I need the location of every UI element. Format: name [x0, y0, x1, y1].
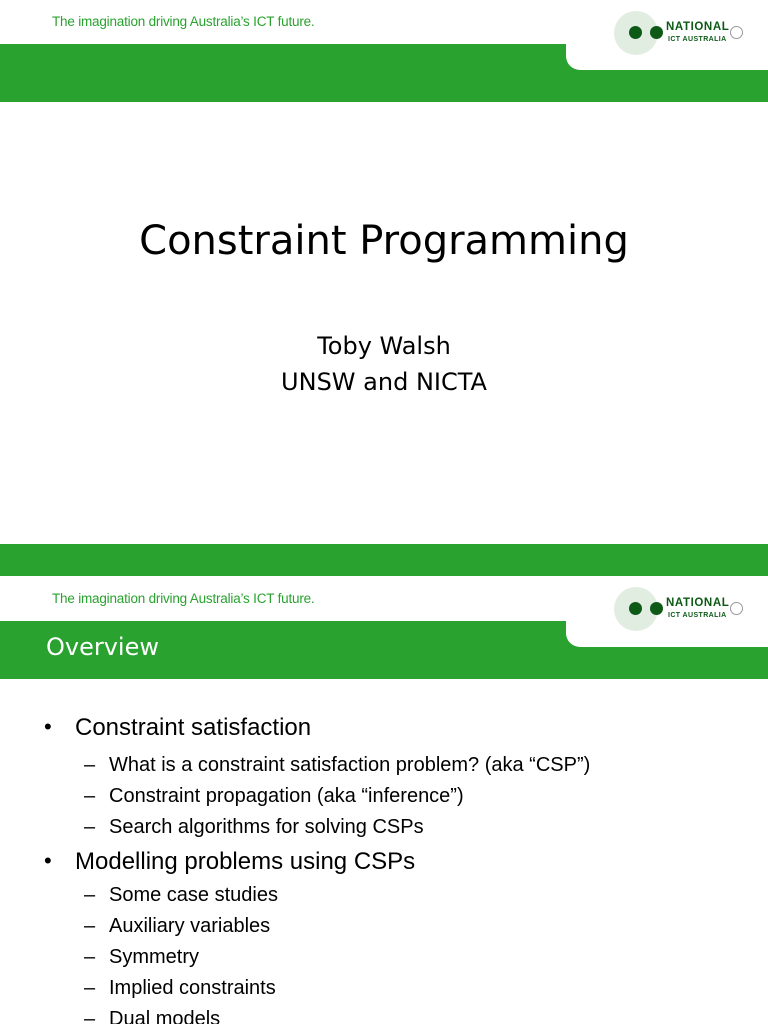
- logo-text-line2: ICT AUSTRALIA: [668, 612, 727, 619]
- logo-dot: [629, 602, 642, 615]
- slide-title: Constraint Programming: [139, 218, 629, 264]
- dash-glyph: –: [84, 884, 96, 906]
- logo-text-line1: NATIONAL: [666, 21, 730, 33]
- bullet-glyph: •: [44, 848, 52, 873]
- nicta-logo: [614, 11, 744, 55]
- tagline: The imagination driving Australia’s ICT future.: [52, 14, 315, 29]
- dash-glyph: –: [84, 946, 96, 968]
- dash-glyph: –: [84, 816, 96, 838]
- list-item-text: Modelling problems using CSPs: [75, 848, 416, 875]
- logo-ring: [730, 602, 743, 615]
- overview-slide: [0, 576, 768, 1024]
- logo-ring: [730, 26, 743, 39]
- nicta-logo: [614, 587, 744, 631]
- bullet-glyph: •: [44, 714, 52, 739]
- logo-dot: [650, 26, 663, 39]
- dash-glyph: –: [84, 977, 96, 999]
- logo-text-line2: ICT AUSTRALIA: [668, 36, 727, 43]
- list-item-text: Implied constraints: [109, 977, 276, 999]
- footer-band: [0, 544, 768, 576]
- list-item-text: What is a constraint satisfaction problem? (aka “CSP”): [109, 754, 591, 776]
- list-item-text: Constraint propagation (aka “inference”): [109, 785, 464, 807]
- list-item-text: Auxiliary variables: [109, 915, 271, 937]
- slide-title: Overview: [46, 633, 159, 661]
- dash-glyph: –: [84, 1008, 96, 1024]
- logo-text-line1: NATIONAL: [666, 597, 730, 609]
- list-item-text: Dual models: [109, 1008, 221, 1024]
- dash-glyph: –: [84, 754, 96, 776]
- author-affiliation: UNSW and NICTA: [281, 368, 487, 396]
- list-item-text: Some case studies: [109, 884, 278, 906]
- list-item-text: Constraint satisfaction: [75, 714, 312, 741]
- list-item-text: Search algorithms for solving CSPs: [109, 816, 424, 838]
- logo-dot: [629, 26, 642, 39]
- author-name: Toby Walsh: [317, 332, 451, 360]
- list-item-text: Symmetry: [109, 946, 199, 968]
- dash-glyph: –: [84, 785, 96, 807]
- tagline: The imagination driving Australia’s ICT future.: [52, 591, 315, 606]
- dash-glyph: –: [84, 915, 96, 937]
- logo-dot: [650, 602, 663, 615]
